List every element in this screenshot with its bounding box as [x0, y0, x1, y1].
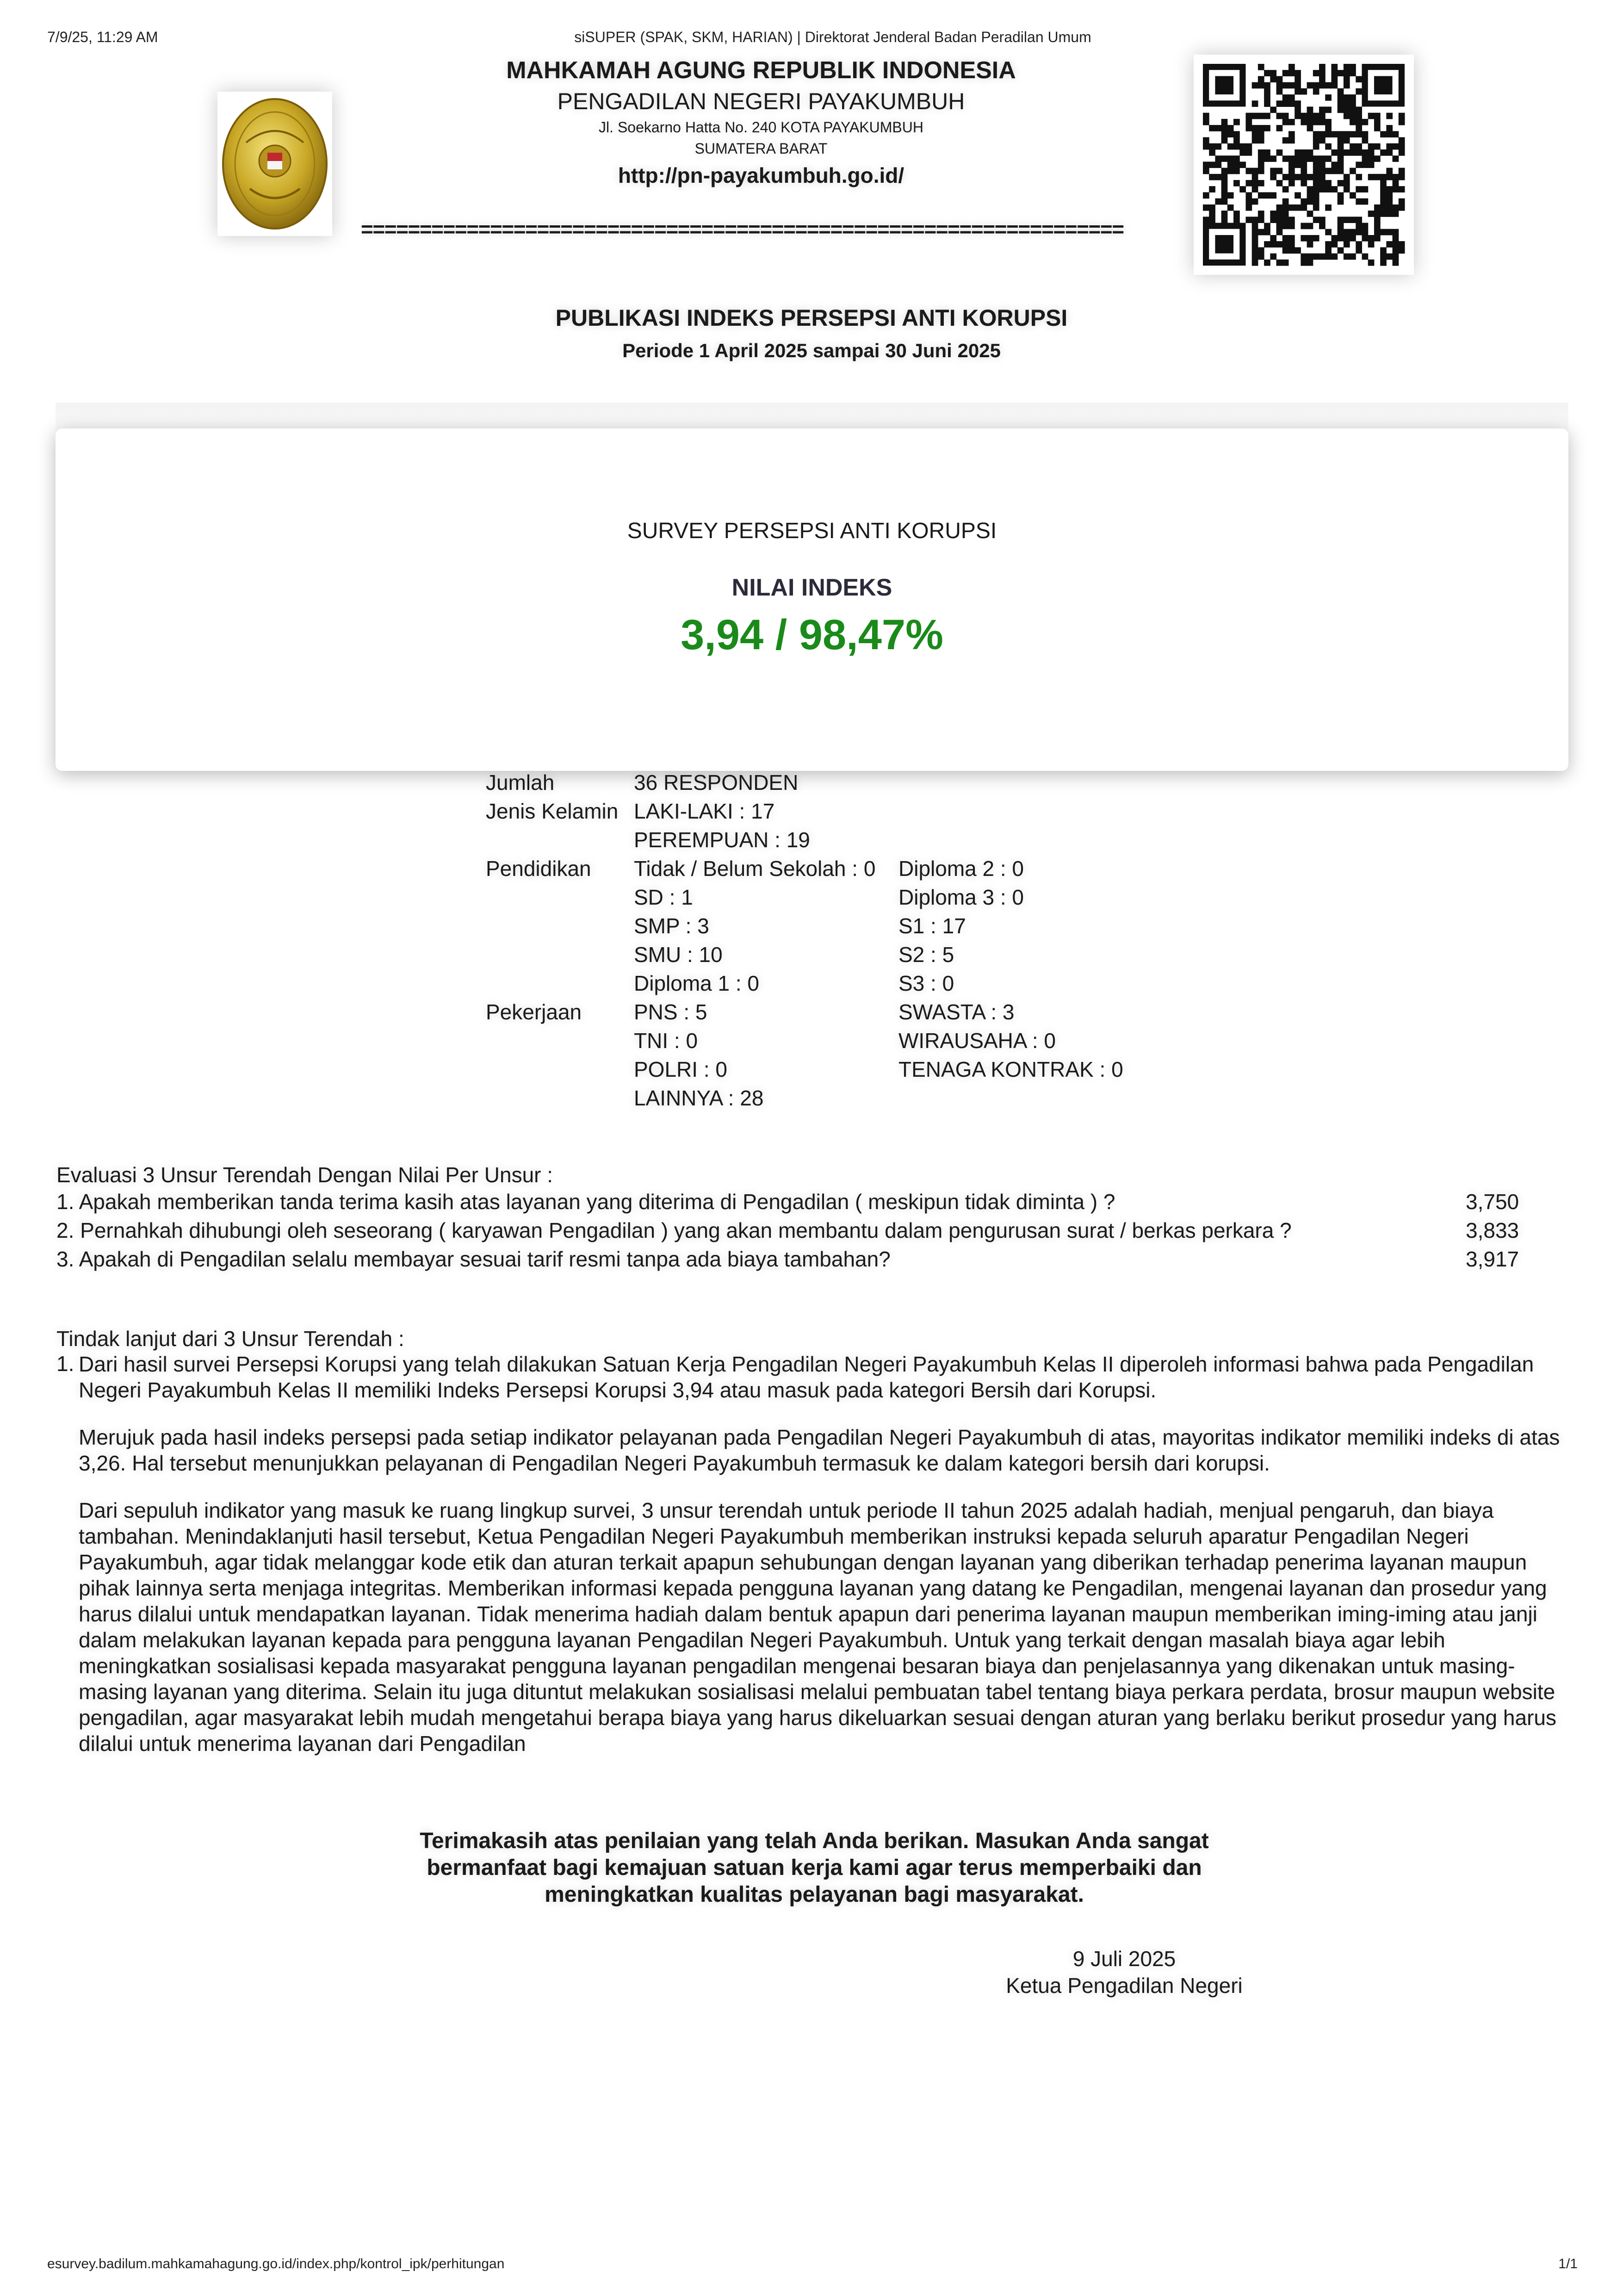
publication-period: Periode 1 April 2025 sampai 30 Juni 2025: [622, 340, 1001, 361]
evaluation-item: [56, 1189, 1115, 1214]
job-item: TNI : 0: [634, 1029, 698, 1053]
job-item: WIRAUSAHA : 0: [898, 1029, 1056, 1053]
qr-code: [1194, 55, 1414, 275]
education-item: S3 : 0: [898, 971, 954, 995]
job-item: PNS : 5: [634, 1000, 707, 1024]
publication-title: PUBLIKASI INDEKS PERSEPSI ANTI KORUPSI: [555, 305, 1068, 331]
signature-date: 9 Juli 2025: [1072, 1947, 1176, 1971]
jumlah-label: Jumlah: [486, 770, 555, 794]
education-item: SMU : 10: [634, 943, 723, 967]
qr-code-icon: [1194, 55, 1414, 275]
job-item: SWASTA : 3: [898, 1000, 1015, 1024]
evaluation-item-text: Apakah di Pengadilan selalu membayar sesuai tarif resmi tanpa ada biaya tambahan?: [79, 1247, 891, 1271]
evaluation-item-number: 1.: [56, 1190, 74, 1214]
gender-male: LAKI-LAKI : 17: [634, 799, 775, 823]
evaluation-item-number: 2.: [56, 1218, 74, 1242]
mahkamah-agung-emblem-icon: [217, 92, 332, 236]
education-item: SMP : 3: [634, 914, 709, 938]
education-item: SD : 1: [634, 885, 693, 909]
education-item: S2 : 5: [898, 943, 954, 967]
followup-paragraph: Dari hasil survei Persepsi Korupsi yang telah dilakukan Satuan Kerja Pengadilan Negeri Payakumbuh Kelas II diperoleh informasi bahwa pada Pengadilan Negeri Payakumbuh Kelas II memiliki Indeks Persepsi Korupsi 3,94 atau masuk pada kategori Bersih dari Korupsi.: [79, 1352, 1534, 1402]
followup-paragraph: Merujuk pada hasil indeks persepsi pada setiap indikator pelayanan pada Pengadilan Negeri Payakumbuh di atas, mayoritas indikator memiliki indeks di atas 3,26. Hal tersebut menunjukkan pelayanan di Pengadilan Negeri Payakumbuh termasuk ke dalam kategori bersih dari korupsi.: [79, 1425, 1560, 1475]
job-label: Pekerjaan: [486, 1000, 582, 1024]
education-label: Pendidikan: [486, 856, 591, 881]
court-province: SUMATERA BARAT: [694, 140, 828, 157]
gender-label: Jenis Kelamin: [486, 799, 619, 823]
education-item: Diploma 1 : 0: [634, 971, 760, 995]
print-page-title: siSUPER (SPAK, SKM, HARIAN) | Direktorat Jenderal Badan Peradilan Umum: [574, 29, 1091, 45]
header-separator: =================================================================: [361, 217, 1124, 241]
index-card-label: SURVEY PERSEPSI ANTI KORUPSI: [627, 519, 997, 543]
print-footer-url: esurvey.badilum.mahkamahagung.go.id/index.php/kontrol_ipk/perhitungan: [47, 2256, 505, 2271]
followup-heading: Tindak lanjut dari 3 Unsur Terendah :: [56, 1327, 404, 1351]
jumlah-value: 36 RESPONDEN: [634, 770, 799, 794]
evaluation-item: [56, 1218, 1292, 1243]
index-card-value: 3,94 / 98,47%: [681, 611, 943, 658]
education-item: Tidak / Belum Sekolah : 0: [634, 856, 876, 881]
education-item: Diploma 3 : 0: [898, 885, 1024, 909]
index-card-subtitle: NILAI INDEKS: [731, 574, 892, 601]
court-address: Jl. Soekarno Hatta No. 240 KOTA PAYAKUMBUH: [599, 119, 923, 136]
job-item: POLRI : 0: [634, 1057, 727, 1081]
evaluation-heading: Evaluasi 3 Unsur Terendah Dengan Nilai Per Unsur :: [56, 1163, 553, 1187]
evaluation-item-text: Apakah memberikan tanda terima kasih atas layanan yang diterima di Pengadilan ( meskipun tidak diminta ) ?: [79, 1190, 1115, 1214]
job-item: TENAGA KONTRAK : 0: [898, 1057, 1123, 1081]
court-name: PENGADILAN NEGERI PAYAKUMBUH: [557, 88, 965, 114]
followup-number: 1.: [56, 1352, 74, 1376]
gender-female: PEREMPUAN : 19: [634, 828, 810, 852]
followup-paragraph: Dari sepuluh indikator yang masuk ke ruang lingkup survei, 3 unsur terendah untuk periode II tahun 2025 adalah hadiah, menjual pengaruh, dan biaya tambahan. Menindaklanjuti hasil tersebut, Ketua Pengadilan Negeri Payakumbuh memberikan instruksi kepada seluruh aparatur Pengadilan Negeri Payakumbuh, agar tidak melanggar kode etik dan aturan terkait apapun sehubungan dengan layanan yang diberikan terhadap penerima layanan maupun pihak lainnya serta menjaga integritas. Memberikan informasi kepada pengguna layanan yang datang ke Pengadilan, mengenai layanan dan prosedur yang harus dilalui untuk mendapatkan layanan. Tidak menerima hadiah dalam bentuk apapun dari penerima layanan maupun memberikan iming-iming atau janji dalam melakukan layanan kepada para pengguna layanan Pengadilan Negeri Payakumbuh. Untuk yang terkait dengan masalah biaya agar lebih meningkatkan sosialisasi kepada masyarakat pengguna layanan pengadilan mengenai besaran biaya dan penjelasannya yang dikenakan untuk masing-masing layanan yang diterima. Selain itu juga dituntut melakukan sosialisasi melalui pembuatan tabel tentang biaya perkara perdata, brosur maupun website pengadilan, agar masyarakat lebih mudah mengetahui berapa biaya yang harus dikeluarkan sesuai dengan aturan yang berlaku berikut prosedur yang harus dilalui untuk menerima layanan dari Pengadilan: [79, 1498, 1556, 1756]
job-item: LAINNYA : 28: [634, 1086, 764, 1110]
print-datetime: 7/9/25, 11:29 AM: [47, 29, 158, 45]
org-name: MAHKAMAH AGUNG REPUBLIK INDONESIA: [506, 57, 1016, 84]
evaluation-item-value: 3,917: [1466, 1247, 1519, 1271]
signature-title: Ketua Pengadilan Negeri: [1006, 1973, 1243, 1998]
education-item: Diploma 2 : 0: [898, 856, 1024, 881]
education-item: S1 : 17: [898, 914, 966, 938]
evaluation-item-value: 3,750: [1466, 1190, 1519, 1214]
court-website: http://pn-payakumbuh.go.id/: [618, 163, 904, 187]
org-header: [342, 55, 1180, 192]
thanks-message: Terimakasih atas penilaian yang telah Anda berikan. Masukan Anda sangat bermanfaat bagi kemajuan satuan kerja kami agar terus memperbaiki dan meningkatkan kualitas pelayanan bagi masyarakat.: [420, 1829, 1209, 1907]
court-logo: [217, 92, 332, 236]
evaluation-item-value: 3,833: [1466, 1218, 1519, 1242]
print-footer-page: 1/1: [1558, 2256, 1578, 2271]
evaluation-item-number: 3.: [56, 1247, 74, 1271]
evaluation-item: [56, 1247, 891, 1272]
evaluation-item-text: Pernahkah dihubungi oleh seseorang ( karyawan Pengadilan ) yang akan membantu dalam pengurusan surat / berkas perkara ?: [80, 1218, 1292, 1242]
